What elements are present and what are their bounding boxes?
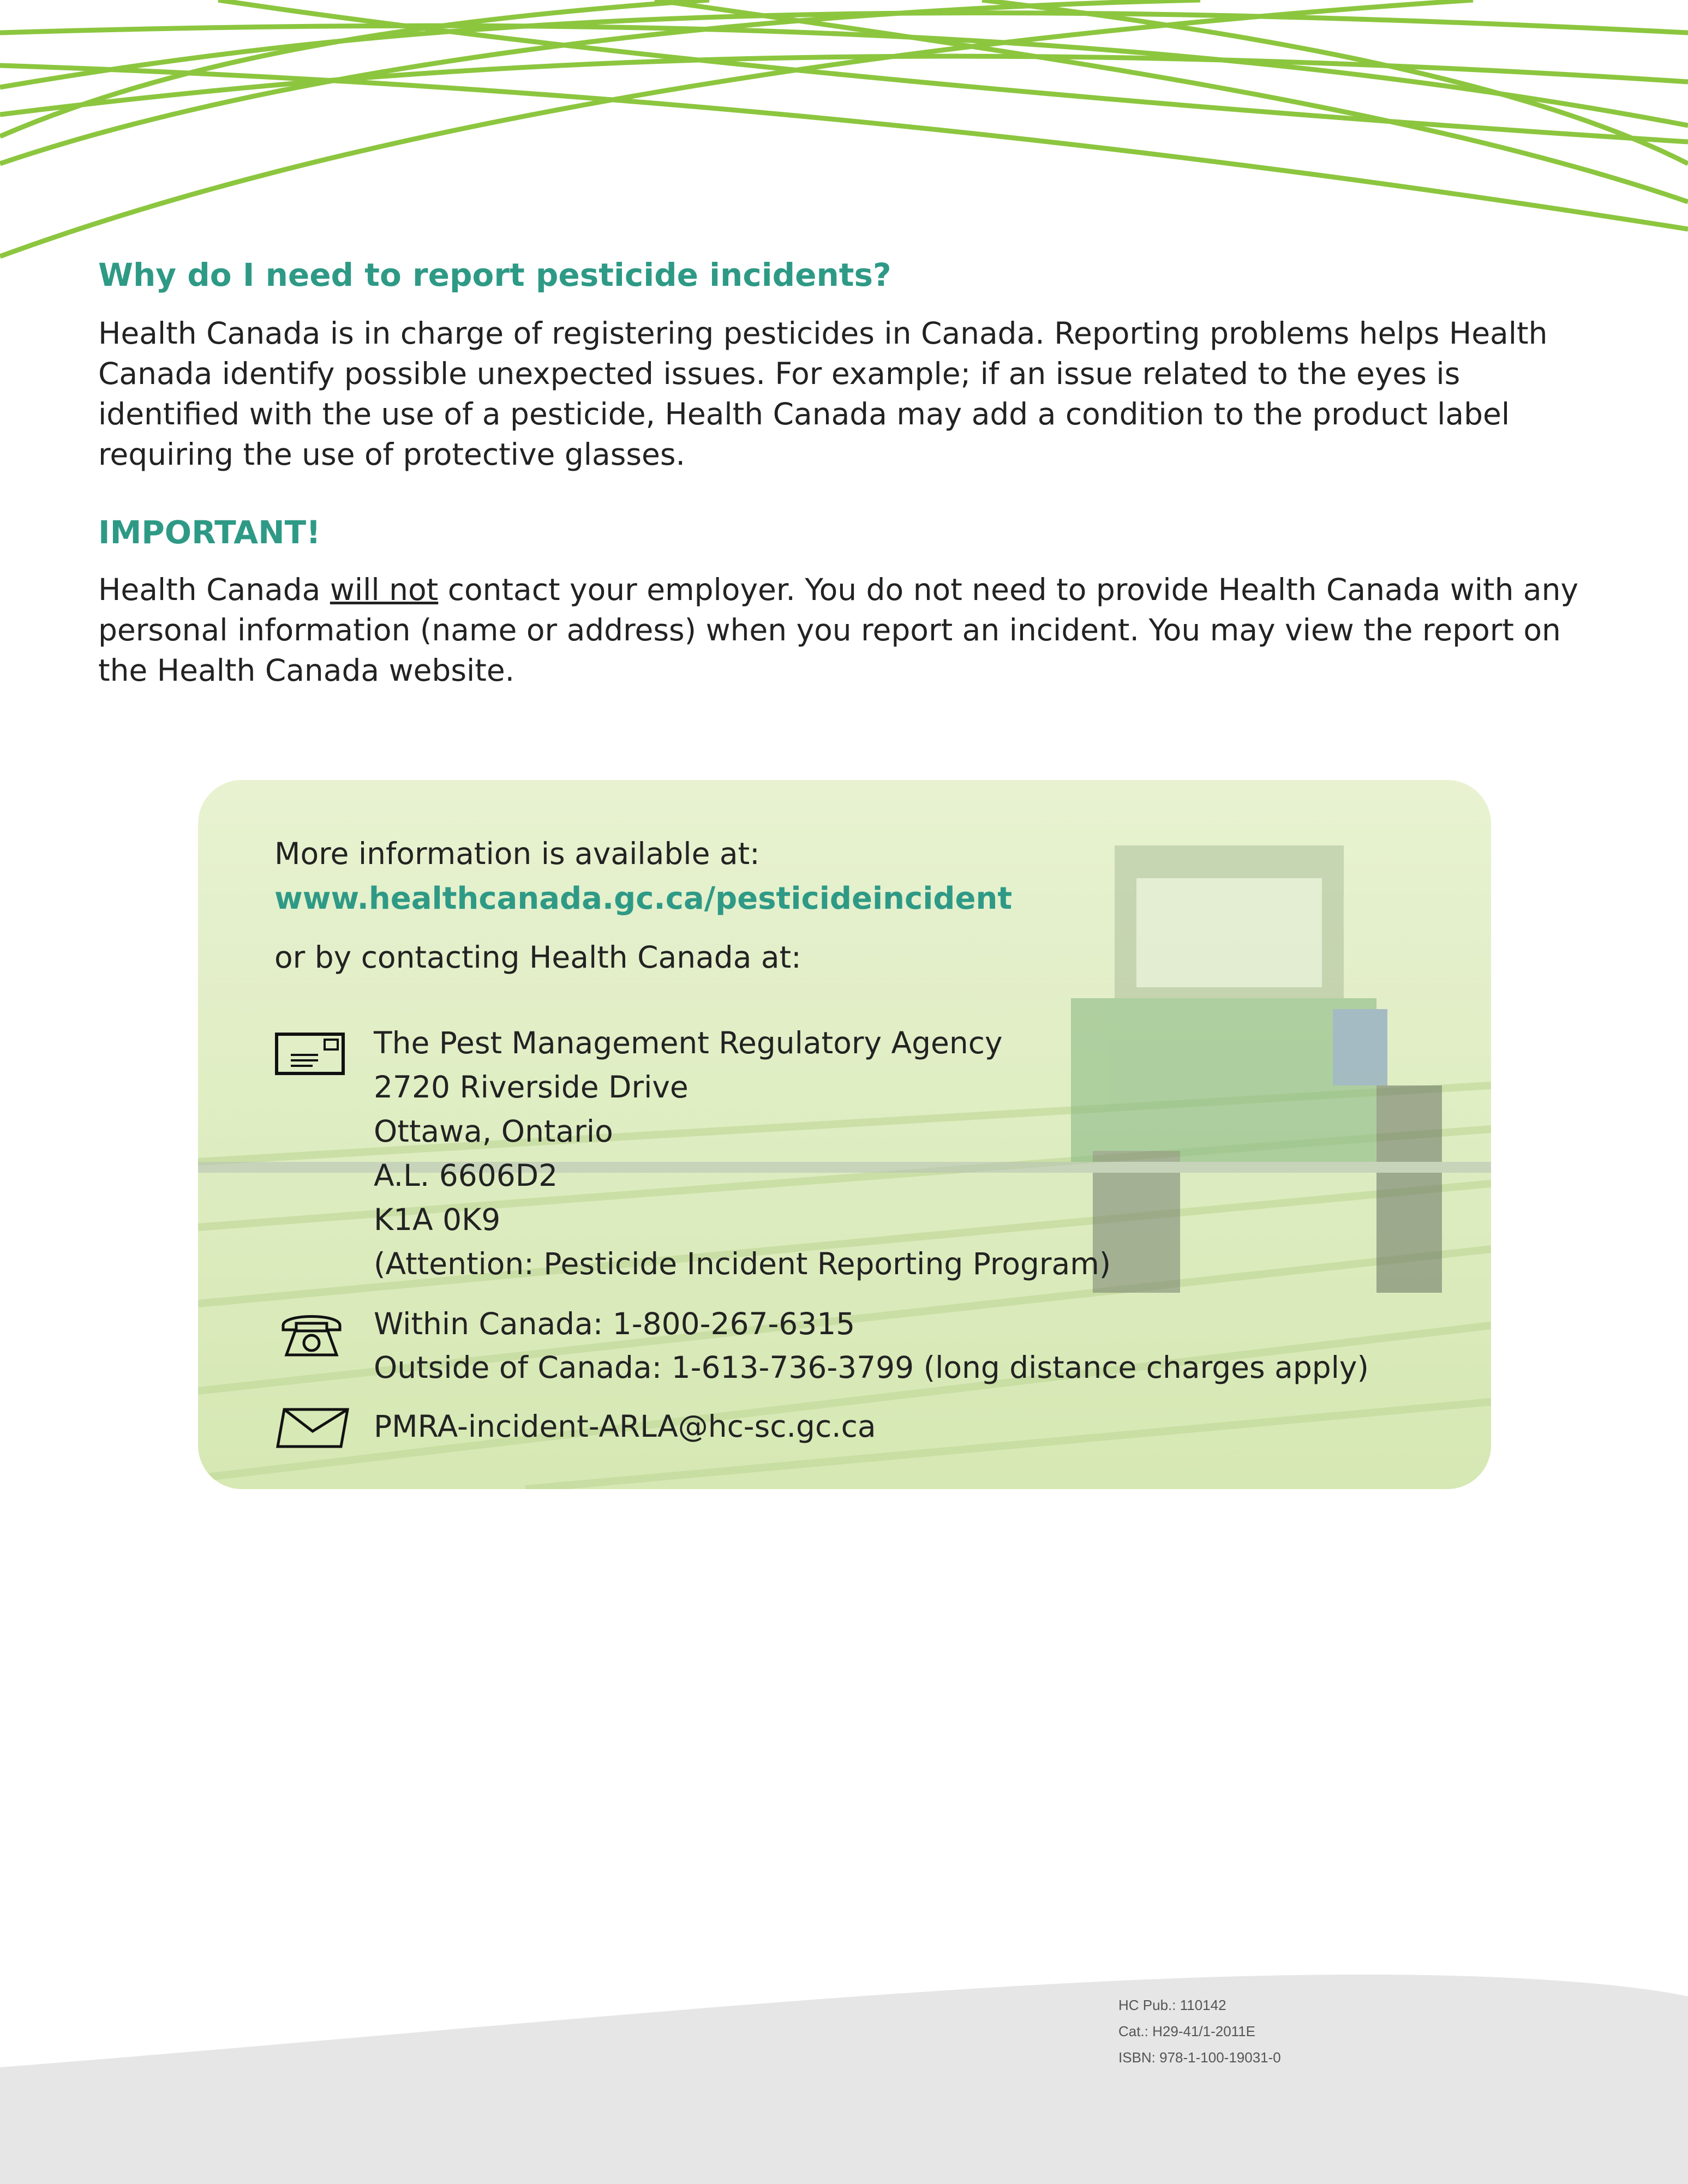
phone-outside-canada: Outside of Canada: 1-613-736-3799 (long distance charges apply) [374,1350,1369,1385]
pesticide-incident-link[interactable]: www.healthcanada.gc.ca/pesticideincident [274,881,1013,916]
hc-pub-number: HC Pub.: 110142 [1118,1997,1226,2013]
phone-within-canada: Within Canada: 1-800-267-6315 [374,1306,855,1341]
address-line: Ottawa, Ontario [374,1114,613,1149]
postal-mail-icon [274,1032,345,1076]
email-link[interactable]: PMRA-incident-ARLA@hc-sc.gc.ca [374,1409,876,1444]
envelope-icon [274,1406,351,1450]
contact-intro: or by contacting Health Canada at: [274,940,801,975]
mailing-address [374,1021,1111,1286]
address-line: (Attention: Pesticide Incident Reporting Program) [374,1246,1111,1281]
header-decorative-lines [0,0,1688,273]
publication-info [1118,1992,1281,2071]
address-line: A.L. 6606D2 [374,1158,558,1193]
why-report-heading: Why do I need to report pesticide incidents? [98,256,891,293]
isbn-number: ISBN: 978-1-100-19031-0 [1118,2049,1281,2066]
why-report-body: Health Canada is in charge of registering pesticides in Canada. Reporting problems helps Health Canada identify possible unexpected issues. For example; if an issue related to the eyes is identified with the use of a pesticide, Health Canada may add a condition to the product label requiring the use of protective glasses. [98,316,1548,472]
address-line: The Pest Management Regulatory Agency [374,1025,1003,1060]
address-line: K1A 0K9 [374,1202,501,1237]
will-not-emphasis: will not [330,572,439,607]
telephone-icon [279,1309,344,1358]
important-heading: IMPORTANT! [98,514,321,551]
more-info-label: More information is available at: [274,836,760,871]
contact-info-box [198,780,1491,1489]
catalogue-number: Cat.: H29-41/1-2011E [1118,2023,1255,2039]
important-body: Health Canada will not contact your employer. You do not need to provide Health Canada with any personal information (name or address) when you report an incident. You may view the report on the Health Canada website. [98,572,1579,688]
footer-wave [0,1953,1688,2184]
address-line: 2720 Riverside Drive [374,1070,689,1105]
